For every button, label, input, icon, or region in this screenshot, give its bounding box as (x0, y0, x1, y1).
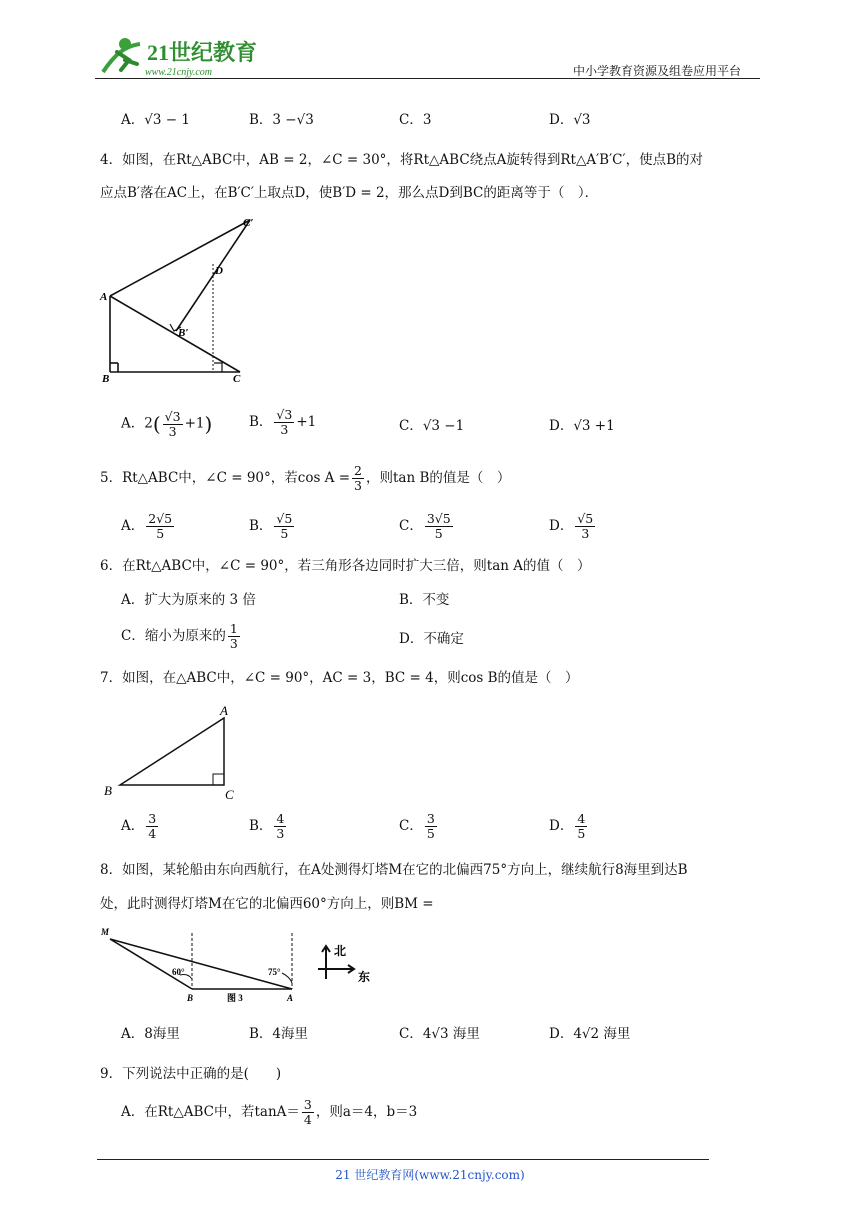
q4-text-line2: 应点B′落在AC上，在B′C′上取点D，使B′D = 2，那么点D到BC的距离等于（ ）． (100, 185, 599, 201)
q8-text-line2: 处，此时测得灯塔M在它的北偏西60°方向上，则BM = (100, 896, 434, 912)
svg-text:C: C (233, 373, 241, 385)
q8-text-line1: 8．如图，某轮船由东向西航行，在A处测得灯塔M在它的北偏西75°方向上，继续航行8海里到达B (100, 862, 688, 878)
q8-option-b: B．4海里 (249, 1026, 309, 1042)
q8-figure (96, 925, 386, 1010)
q6-option-b: B．不变 (399, 592, 450, 608)
q6-option-d: D．不确定 (399, 631, 464, 647)
svg-text:21世纪教育: 21世纪教育 (147, 40, 258, 65)
svg-text:B: B (187, 993, 194, 1003)
q5-option-a: A． $\frac{2√5}{5}$ (121, 511, 173, 541)
svg-text:东: 东 (358, 970, 371, 984)
q7-option-d: D． $\frac{4}{5}$ (549, 811, 586, 841)
q7-option-b: B． $\frac{4}{3}$ (249, 811, 285, 841)
svg-text:C: C (225, 787, 234, 802)
q3-option-c: C．3 (399, 112, 432, 128)
svg-text:D: D (215, 265, 223, 277)
svg-text:www.21cnjy.com: www.21cnjy.com (145, 67, 213, 78)
q9-text: 9．下列说法中正确的是( ) (100, 1066, 282, 1082)
q4-option-c: C．√3 −1 (399, 418, 465, 434)
q4-option-b: B． $\frac{√3}{3}$ +1 (249, 407, 317, 437)
svg-text:B: B (104, 783, 112, 798)
site-logo (95, 34, 265, 80)
q3-option-b: B．3 −√3 (249, 112, 314, 128)
svg-text:B: B (102, 373, 110, 385)
q4-option-d: D．√3 +1 (549, 418, 615, 434)
q4-text-line1: 4．如图，在Rt△ABC中，AB = 2，∠C = 30°，将Rt△ABC绕点A旋转得到Rt△A′B′C′，使点B的对 (100, 152, 703, 168)
q4-option-a: A．2( $\frac{√3}{3}$ +1) (121, 408, 213, 439)
q8-option-c: C．4√3 海里 (399, 1026, 480, 1042)
q7-text: 7．如图，在△ABC中，∠C = 90°，AC = 3，BC = 4，则cos B的值是（ ） (100, 670, 579, 686)
q6-option-a: A．扩大为原来的 3 倍 (121, 592, 256, 608)
q5-text: 5．Rt△ABC中，∠C = 90°，若cos A = $\frac{2}{3}$ ，则tan B的值是（ ） (100, 463, 511, 493)
q5-option-c: C． $\frac{3√5}{5}$ (399, 511, 451, 541)
q7-option-a: A． $\frac{3}{4}$ (121, 811, 157, 841)
header-site-name: 中小学教育资源及组卷应用平台 (573, 64, 742, 78)
svg-text:75°: 75° (268, 967, 281, 977)
q4-figure (98, 212, 258, 390)
q3-option-a: A．√3 − 1 (121, 112, 190, 128)
footer-text: 21 世纪教育网(www.21cnjy.com) (335, 1168, 525, 1182)
svg-text:60°: 60° (172, 967, 185, 977)
q3-option-d: D．√3 (549, 112, 591, 128)
q8-option-a: A．8海里 (121, 1026, 180, 1042)
q6-option-c: C．缩小为原来的 $\frac{1}{3}$ (121, 621, 238, 651)
q5-option-b: B． $\frac{√5}{5}$ (249, 511, 293, 541)
svg-text:北: 北 (334, 944, 347, 958)
q8-option-d: D．4√2 海里 (549, 1026, 631, 1042)
footer-divider (97, 1159, 709, 1160)
svg-text:图 3: 图 3 (227, 993, 243, 1003)
q7-option-c: C． $\frac{3}{5}$ (399, 811, 435, 841)
svg-text:B′: B′ (178, 327, 189, 339)
q6-text: 6．在Rt△ABC中，∠C = 90°，若三角形各边同时扩大三倍，则tan A的值（ ） (100, 558, 591, 574)
header-divider (95, 78, 760, 79)
q5-option-d: D． $\frac{√5}{3}$ (549, 511, 594, 541)
svg-text:C′: C′ (243, 217, 254, 229)
svg-text:A: A (100, 291, 108, 303)
svg-text:A: A (287, 993, 294, 1003)
q7-figure (100, 700, 250, 805)
q9-option-a: A．在Rt△ABC中，若tanA＝ $\frac{3}{4}$ ，则a＝4，b＝3 (121, 1097, 418, 1127)
svg-text:A: A (220, 703, 228, 718)
svg-text:M: M (101, 927, 110, 937)
